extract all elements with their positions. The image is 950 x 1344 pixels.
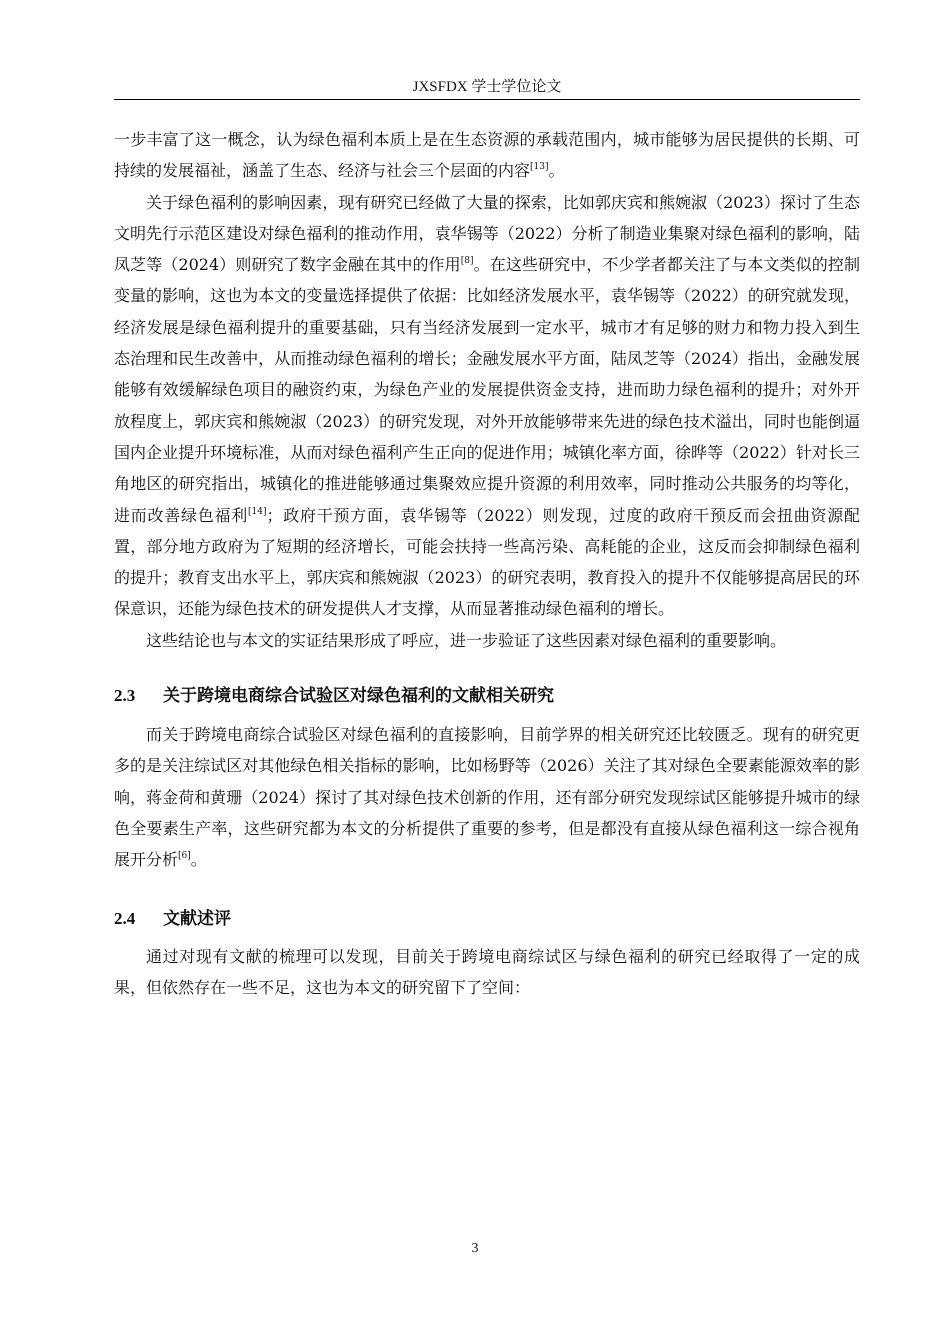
page-number: 3	[471, 1241, 479, 1256]
section-heading	[114, 907, 860, 931]
header-rule	[114, 99, 860, 100]
paragraph-text: 关于绿色福利的影响因素，现有研究已经做了大量的探索，比如郭庆宾和熊婉淑（2023）探讨了生态文明先行示范区建设对绿色福利的推动作用，袁华锡等（2022）分析了制造业集聚对绿色福利的影响，陆凤芝等（2024）则研究了数字金融在其中的作用	[114, 192, 860, 275]
paragraph-section-2-4: 通过对现有文献的梳理可以发现，目前关于跨境电商综试区与绿色福利的研究已经取得了一定的成果，但依然存在一些不足，这也为本文的研究留下了空间：	[114, 946, 860, 997]
paragraph-continued	[114, 124, 860, 187]
section-title: 文献述评	[163, 908, 231, 929]
section-number: 2.4	[114, 908, 136, 928]
citation: [14]	[248, 506, 267, 517]
running-header: JXSFDX 学士学位论文	[412, 79, 562, 95]
citation: [13]	[530, 162, 549, 173]
paragraph-text: 。	[548, 161, 565, 181]
paragraph-text: 一步丰富了这一概念，认为绿色福利本质上是在生态资源的承载范围内，城市能够为居民提供的长期、可持续的发展福祉，涵盖了生态、经济与社会三个层面的内容	[114, 130, 860, 181]
section-number: 2.3	[114, 686, 136, 706]
page-body	[114, 124, 860, 1003]
paragraph-text: ；政府干预方面，袁华锡等（2022）则发现，过度的政府干预反而会扭曲资源配置，部分地方政府为了短期的经济增长，可能会扶持一些高污染、高耗能的企业，这反而会抑制绿色福利的提升；教育支出水平上，郭庆宾和熊婉淑（2023）的研究表明，教育投入的提升不仅能够提高居民的环保意识，还能为绿色技术的研发提供人才支撑，从而显著推动绿色福利的增长。	[114, 505, 860, 619]
paragraph-conclusion: 这些结论也与本文的实证结果形成了呼应，进一步验证了这些因素对绿色福利的重要影响。	[146, 630, 787, 650]
paragraph-influencing-factors	[114, 187, 860, 625]
citation: [8]	[460, 256, 474, 267]
section-heading	[114, 684, 860, 708]
paragraph-text: 。在这些研究中，不少学者都关注了与本文类似的控制变量的影响，这也为本文的变量选择提供了依据：比如经济发展水平，袁华锡等（2022）的研究就发现，经济发展是绿色福利提升的重要基础，只有当经济发展到一定水平，城市才有足够的财力和物力投入到生态治理和民生改善中，从而推动绿色福利的增长；金融发展水平方面，陆凤芝等（2024）指出，金融发展能够有效缓解绿色项目的融资约束，为绿色产业的发展提供资金支持，进而助力绿色福利的提升；对外开放程度上，郭庆宾和熊婉淑（2023）的研究发现，对外开放能够带来先进的绿色技术溢出，同时也能倒逼国内企业提升环境标准，从而对绿色福利产生正向的促进作用；城镇化率方面，徐晔等（2022）针对长三角地区的研究指出，城镇化的推进能够通过集聚效应提升资源的利用效率，同时推动公共服务的均等化，进而改善绿色福利	[114, 255, 860, 525]
paragraph-text: 。	[190, 850, 207, 870]
paragraph-text: 而关于跨境电商综合试验区对绿色福利的直接影响，目前学界的相关研究还比较匮乏。现有的研究更多的是关注综试区对其他绿色相关指标的影响，比如杨野等（2026）关注了其对绿色全要素能源效率的影响，蒋金荷和黄珊（2024）探讨了其对绿色技术创新的作用，还有部分研究发现综试区能够提升城市的绿色全要素生产率，这些研究都为本文的分析提供了重要的参考，但是都没有直接从绿色福利这一综合视角展开分析	[114, 725, 860, 870]
citation: [6]	[178, 851, 191, 862]
section-title: 关于跨境电商综合试验区对绿色福利的文献相关研究	[163, 686, 554, 707]
paragraph-section-2-3	[114, 719, 860, 875]
